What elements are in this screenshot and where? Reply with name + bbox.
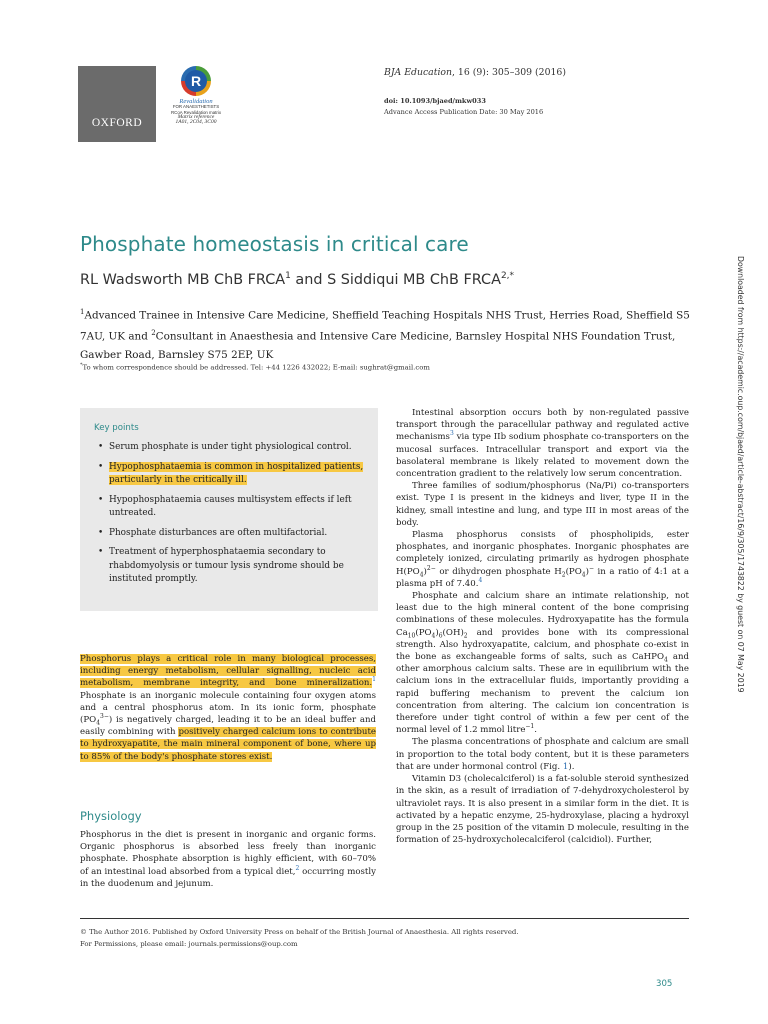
journal-volume: , 16 (9): 305–309 (2016) (452, 67, 566, 78)
highlight-hydroxyapatite: positively charged calcium ions to contribute to hydroxyapatite, the main mineral component of bone, where up to 85% of the body's phosphate stores exist. (80, 727, 376, 762)
oxford-logo-text: OXFORD (91, 117, 143, 129)
journal-citation (384, 67, 566, 78)
author-1: RL Wadsworth MB ChB FRCA (80, 271, 286, 288)
figure-1-link[interactable]: 1 (562, 761, 569, 772)
affiliations: $^1$Advanced Trainee in Intensive Care Medicine, Sheffield Teaching Hospitals NHS Trust, Herries Road, Sheffield S5 7AU, UK and $^2$Consultant in Anaesthesia and Intensive Care Medicine, Barnsley Hospital NHS Foundation Trust, Gawber Road, Barnsley S75 2EP, UK (80, 308, 690, 361)
doi[interactable]: doi: 10.1093/bjaed/mkw033 (384, 97, 486, 105)
download-margin-note: Downloaded from https://academic.oup.com/bjaed/article-abstract/16/9/305/1743822 by guest on 07 May 2019 (736, 256, 745, 693)
correspondence-note: *To whom correspondence should be addressed. Tel: +44 1226 432022; E-mail: sughrat@gmail.com (80, 362, 430, 372)
key-point-item: • Hypophosphataemia causes multisystem effects if left untreated. (98, 494, 368, 521)
key-points-heading: Key points (94, 423, 139, 433)
authors: RL Wadsworth MB ChB FRCA$^1$ and S Siddiqui MB ChB $FRCA^{2,*}$ (80, 271, 515, 288)
revalidation-brand: Revalidation (179, 98, 213, 105)
right-column: Intestinal absorption occurs both by non-regulated passive transport through the paracellular pathway and regulated active mechanisms$^3$ via type IIb sodium phosphate co-transporters on the mucosal surfaces. Intracellular transport and export via the basolateral membrane is likely related to movement down the concentration gradient to the relatively low serum concentration. Three families of sodium/phosphorus (Na/Pi) co-transporters exist. Type I is present in the kidneys and liver, type II in the kidney, small intestine and lung, and type III in most areas of the body. Plasma phosphorus consists of phospholipids, ester phosphates, and inorganic phosphates. Inorganic phosphates are completely ionized, circulating primarily as hydrogen phosphate $H(PO_4)^{2-}$ or dihydrogen phosphate $H_2(PO_4)^-$ in a ratio of 4:1 at a plasma pH of 7.40.$^4$ Phosphate and calcium share an intimate relationship, not least due to the high mineral content of the bone comprising combinations of these molecules. Hydroxyapatite has the formula $Ca_{10}(PO_4)_6(OH)_2$ and provides bone with its compressional strength. Also hydroxyapatite, calcium, and phosphate co-exist in the bone as exchangeable forms of salts, such as CaHPO$_4$ and other amorphous calcium salts. These are in equilibrium with the calcium ions in the extracellular fluids, importantly providing a rapid buffering mechanism to prevent the calcium ion concentration from altering. The calcium ion concentration is therefore under tight control of within a few per cent of the normal level of 1.2 mmol litre$^{-1}$. The plasma concentrations of phosphate and calcium are small in proportion to the total body content, but it is these parameters that are under hormonal control (Fig. 1). Vitamin D3 (cholecalciferol) is a fat-soluble steroid synthesized in the skin, as a result of irradiation of 7-dehydroxycholesterol by ultraviolet rays. It is also present in a similar form in the diet. It is activated by a hepatic enzyme, 25-hydroxylase, placing a hydroxyl group in the 25 position of the vitamin D molecule, resulting in the formation of 25-hydroxycholecalciferol (calcidiol). Further, (396, 408, 689, 846)
highlight-intro: Phosphorus plays a critical role in many biological processes, including energy metabolism, cellular signalling, nucleic acid metabolism, membrane integrity, and bone mineralization. (80, 654, 376, 689)
publication-date: Advance Access Publication Date: 30 May 2016 (384, 108, 544, 116)
key-point-item: • Treatment of hyperphosphataemia secondary to rhabdomyolysis or tumour lysis syndrome should be instituted promptly. (98, 546, 368, 587)
key-point-item: • Serum phosphate is under tight physiological control. (98, 441, 368, 455)
permissions-notice: For Permissions, please email: journals.permissions@oup.com (80, 940, 298, 948)
journal-name: BJA Education (384, 67, 452, 78)
revalidation-line1: FOR ANAESTHETISTS (172, 104, 220, 110)
revalidation-badge (166, 66, 226, 146)
section-heading-physiology: Physiology (80, 809, 142, 823)
article-title: Phosphate homeostasis in critical care (80, 232, 469, 256)
key-points-box (80, 408, 378, 611)
intro-paragraph: Phosphorus plays a critical role in many biological processes, including energy metabolism, cellular signalling, nucleic acid metabolism, membrane integrity, and bone mineralization.$^1$ Phosphate is an inorganic molecule containing four oxygen atoms and a central phosphorus atom. In its ionic form, phosphate $(PO_4^{3-})$ is negatively charged, leading it to be an ideal buffer and easily combining with positively charged calcium ions to contribute to hydroxyapatite, the main mineral component of bone, where up to 85% of the body's phosphate stores exist. (80, 654, 376, 762)
copyright-notice: © The Author 2016. Published by Oxford University Press on behalf of the British Journal of Anaesthesia. All rights reserved. (80, 928, 519, 936)
author-2: S Siddiqui MB ChB FRCA (327, 271, 501, 288)
key-point-item-highlighted: • Hypophosphataemia is common in hospitalized patients, particularly in the critically ill. (98, 461, 368, 488)
key-point-item: • Phosphate disturbances are often multifactorial. (98, 527, 368, 541)
oxford-logo (78, 66, 156, 142)
footer-rule (80, 918, 689, 919)
revalidation-line3: Matrix reference (177, 113, 215, 120)
key-points-list (98, 441, 368, 593)
page-number: 305 (656, 979, 673, 989)
revalidation-line2: RCoA Revalidation matrix (170, 109, 222, 115)
revalidation-logo-icon: R (181, 66, 211, 96)
physiology-paragraph: Phosphorus in the diet is present in inorganic and organic forms. Organic phosphorus is absorbed less freely than inorganic phosphate. Phosphate absorption is highly efficient, with 60–70% of an intestinal load absorbed from a typical diet,$^2$ occurring mostly in the duodenum and jejunum. (80, 830, 376, 889)
revalidation-line4: 1A01, 2C04, 3C00 (175, 119, 217, 126)
